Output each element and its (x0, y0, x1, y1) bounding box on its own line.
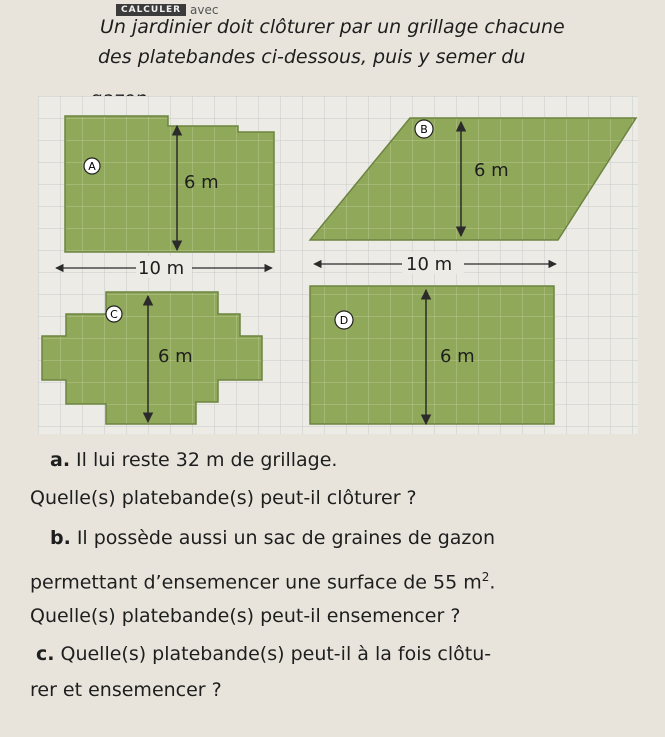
width-label-b: 10 m (406, 254, 453, 275)
label-b: B (420, 123, 428, 136)
badge-trail: avec (190, 3, 219, 17)
intro-line-1: Un jardinier doit clôturer par un grillage chacune (100, 16, 565, 38)
question-b (50, 524, 495, 552)
platebandes-figure (38, 96, 638, 434)
question-a (50, 446, 337, 474)
height-label-d: 6 m (440, 346, 475, 367)
platebande-d (310, 286, 554, 424)
question-b-prompt: Quelle(s) platebande(s) peut-il ensemencer ? (30, 605, 461, 627)
label-a: A (88, 160, 96, 173)
question-a-text: Il lui reste 32 m de grillage. (76, 449, 338, 471)
height-label-b: 6 m (474, 160, 509, 181)
width-label-a: 10 m (138, 258, 185, 279)
height-label-c: 6 m (158, 346, 193, 367)
intro-line-2: des platebandes ci-dessous, puis y semer du (98, 46, 526, 68)
question-b-text-2: permettant d’ensemencer une surface de 55 m (30, 571, 482, 594)
label-d: D (339, 314, 349, 327)
question-a-letter: a. (50, 449, 71, 471)
question-b-line-2 (30, 563, 495, 596)
question-c-text-1: Quelle(s) platebande(s) peut-il à la fois clôtu- (60, 643, 492, 665)
question-c-line-2: rer et ensemencer ? (30, 679, 222, 701)
question-b-text-2-end: . (489, 571, 496, 594)
height-label-a: 6 m (184, 172, 219, 193)
question-a-prompt: Quelle(s) platebande(s) peut-il clôturer ? (30, 487, 417, 509)
question-c-letter: c. (36, 643, 55, 665)
question-b-text-1: Il possède aussi un sac de graines de gazon (76, 527, 496, 549)
label-c: C (110, 308, 118, 321)
question-b-letter: b. (50, 527, 71, 549)
section-badge: CALCULER (116, 4, 186, 16)
platebande-a (65, 116, 274, 252)
question-c (36, 640, 491, 668)
question-b-exponent: 2 (481, 570, 490, 584)
